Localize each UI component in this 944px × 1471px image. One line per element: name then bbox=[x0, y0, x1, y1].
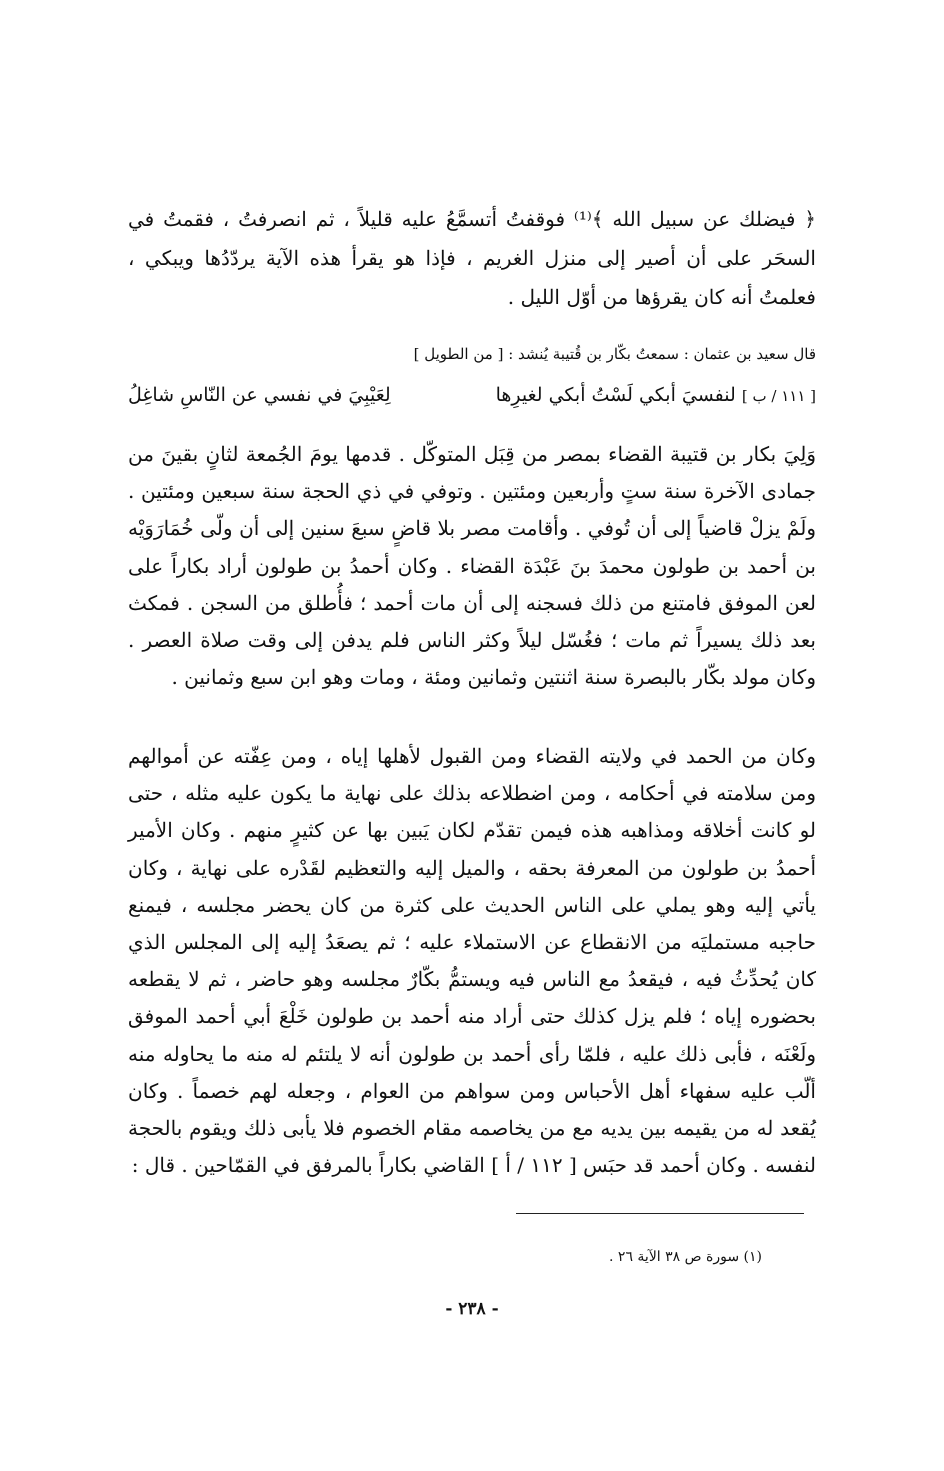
paragraph-bakkar-conduct: وكان من الحمد في ولايته القضاء ومن القبول لأهلها إياه ، ومن عِفّته عن أموالهم ومن سلامته في أحكامه ، ومن اضطلاعه بذلك على نهاية ما يكون عليه مثله ، حتى لو كانت أخلاقه ومذاهبه هذه فيمن تقدّم لكان يَبين بها عن كثيرٍ منهم . وكان الأمير أحمدُ بن طولون من المعرفة بحقه ، والميل إليه والتعظيم لقَدْره على نهاية ، وكان يأتي إليه وهو يملي على الناس الحديث على كثرة من كان يحضر مجلسه ، فيمنع حاجبه مستمليَه من الانقطاع عن الاستملاء عليه ؛ ثم يصعَدُ إليه إلى المجلس الذي كان يُحدِّثُ فيه ، فيقعدُ مع الناس فيه ويستمُّ بكّارٌ مجلسه وهو حاضر ، ثم لا يقطعه بحضوره إياه ؛ فلم يزل كذلك حتى أراد منه أحمد بن طولون خَلْعَ أبي أحمد الموفق ولَعْنَه ، فأبى ذلك عليه ، فلمّا رأى أحمد بن طولون أنه لا يلتئم له منه ما يحاوله منه ألّب عليه سفهاء أهل الأحباس ومن سواهم من العوام ، وجعله لهم خصماً . وكان يُقعد له من يقيمه بين يديه مع من يخاصمه مقام الخصوم فلا يأبى ذلك ويقوم بالحجة لنفسه . وكان أحمد قد حبَس [ ١١٢ / أ ] القاضي بكاراً بالمرفق في القمّاحين . قال : bbox=[128, 744, 816, 1178]
verse-attribution: قال سعيد بن عثمان : سمعتُ بكّار بن قُتيبة يُنشد : [ من الطويل ] bbox=[413, 345, 816, 363]
footnote-1: (١) سورة ص ٣٨ الآية ٢٦ . bbox=[609, 1249, 762, 1265]
footnote-divider bbox=[516, 1213, 804, 1214]
paragraph-bakkar-biography: وَلِيَ بكار بن قتيبة القضاء بمصر من قِبَل المتوكّل . قدمها يومَ الجُمعة لثانٍ بقينَ من جمادى الآخرة سنة ستٍ وأربعين ومئتين . وتوفي في ذي الحجة سنة سبعين ومئتين . ولَمْ يزلْ قاضياً إلى أن تُوفي . وأقامت مصر بلا قاضٍ سبعَ سنين إلى أن ولّى خُمَارَوَيْه بن أحمد بن طولون محمدَ بنَ عَبْدَة القضاء . وكان أحمدُ بن طولون أراد بكاراً على لعن الموفق فامتنع من ذلك فسجنه إلى أن مات أحمد ؛ فأُطلق من السجن . فمكث بعد ذلك يسيراً ثم مات ؛ فغُسّل ليلاً وكثر الناس فلم يدفن إلى وقت صلاة العصر . وكان مولد بكّار بالبصرة سنة اثنتين وثمانين ومئة ، ومات وهو ابن سبع وثمانين . bbox=[128, 442, 816, 690]
folio-marker-111b: [ ١١١ / ب ] bbox=[741, 387, 816, 405]
verse-first-hemistich bbox=[496, 380, 816, 411]
verse-first-hemistich-text: لنفسيَ أبكي لَسْتُ أبكي لغيرِها bbox=[495, 384, 736, 406]
page-number: - ٢٣٨ - bbox=[445, 1299, 499, 1319]
paragraph-quran-continuation: ﴿ فيضلك عن سبيل الله ﴾⁽¹⁾ فوقفتُ أتسمَّعُ عليه قليلاً ، ثم انصرفتُ ، فقمتُ في السحَر على أن أصير إلى منزل الغريم ، فإذا هو يقرأ هذه الآية يردّدُها ويبكي ، فعلمتُ أنه كان يقرؤها من أوّل الليل . bbox=[128, 207, 816, 309]
verse-second-hemistich: لِعَيْبِيَ في نفسي عن النّاسِ شاغِلُ bbox=[128, 384, 391, 406]
poetry-verse bbox=[128, 380, 816, 411]
